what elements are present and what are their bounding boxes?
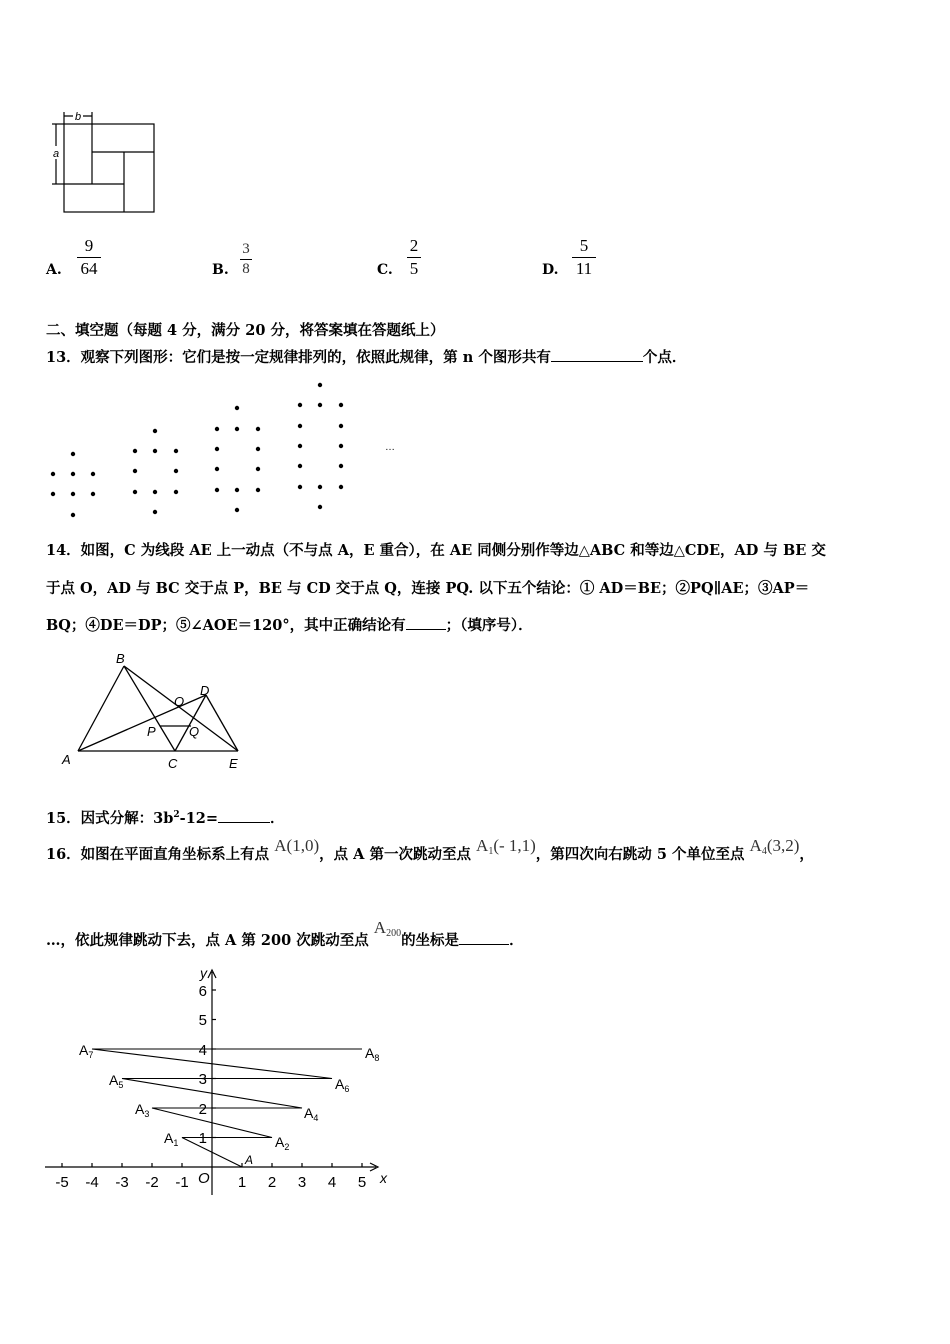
y-axis-label: y (200, 965, 207, 981)
label-B: B (116, 651, 125, 666)
q15-exponent: 2 (173, 810, 180, 821)
point-A5-label: $A_5$ (109, 1072, 124, 1090)
option-c-denominator: 5 (409, 259, 419, 278)
q16-answer-blank[interactable] (459, 944, 509, 945)
q16-text-1: 16．如图在平面直角坐标系上有点 (46, 846, 270, 863)
q13-text: 13．观察下列图形：它们是按一定规律排列的，依照此规律，第 n 个图形共有 (46, 349, 551, 366)
point-A-label: A (245, 1153, 254, 1167)
option-c-numerator: 2 (409, 236, 419, 255)
point-A-coord: A(1,0) (274, 836, 320, 855)
question-15 (46, 807, 285, 828)
point-A2-label: $A_2$ (275, 1134, 290, 1152)
y-tick: 1 (198, 1130, 207, 1147)
x-tick: -3 (115, 1174, 129, 1191)
point-A1-coord: $A_1(-$ 1,1) (476, 836, 536, 857)
option-b-numerator: 3 (242, 241, 250, 257)
x-tick: 3 (297, 1174, 307, 1191)
point-A4-coord: $A_4(3,2)$ (749, 836, 800, 857)
x-tick: 2 (267, 1174, 277, 1191)
point-A8-label: $A_8$ (365, 1045, 380, 1063)
triangle-figure (58, 648, 248, 773)
q13-text-end: 个点． (642, 349, 687, 366)
q16-text-6: 的坐标是 (401, 932, 460, 949)
q16-text-7: ． (509, 932, 524, 949)
point-A4-label: $A_4$ (304, 1105, 319, 1123)
point-A6-label: $A_6$ (335, 1076, 350, 1094)
q15-text-end: ． (270, 810, 285, 827)
rectangle-figure (44, 104, 164, 219)
label-Q: Q (189, 724, 200, 739)
label-E: E (229, 756, 238, 771)
q14-answer-blank[interactable] (406, 629, 446, 630)
point-A3-label: $A_3$ (135, 1101, 150, 1119)
origin-label: O (198, 1170, 210, 1187)
q14-line-2: 于点 O，AD 与 BC 交于点 P，BE 与 CD 交于点 Q，连接 PQ. 以下五个结论：① AD＝BE；②PQ∥AE；③AP＝ (46, 580, 810, 597)
q14-line-3-text: BQ；④DE＝DP；⑤∠AOE＝120°，其中正确结论有 (46, 617, 406, 634)
label-O: O (174, 694, 185, 709)
section-title: 二、填空题（每题 4 分，满分 20 分，将答案填在答题纸上） (46, 322, 445, 339)
q15-text-mid: -12= (179, 810, 219, 827)
q15-text: 15．因式分解：3b (46, 810, 174, 827)
q14-line-1: 14．如图，C 为线段 AE 上一动点（不与点 A，E 重合），在 AE 同侧分别作等边△ABC 和等边△CDE，AD 与 BE 交 (46, 542, 826, 559)
option-d-numerator: 5 (579, 236, 589, 255)
y-tick: 2 (198, 1101, 207, 1118)
dots-ellipsis: … (385, 442, 395, 453)
label-P: P (147, 724, 156, 739)
x-tick: -5 (55, 1174, 69, 1191)
outer-rectangle (64, 124, 154, 212)
q16-text-2: ，点 A 第一次跳动至点 (319, 846, 471, 863)
point-A7-label: $A_7$ (79, 1042, 94, 1060)
y-tick: 3 (198, 1071, 207, 1088)
point-A200: $A_{200}$ (373, 918, 402, 939)
q16-text-3: ，第四次向右跳动 5 个单位至点 (535, 846, 745, 863)
option-d-denominator: 11 (575, 259, 593, 278)
option-a-numerator: 9 (84, 236, 94, 255)
option-a-denominator: 64 (80, 259, 98, 278)
label-A: A (62, 752, 71, 767)
option-b-denominator: 8 (242, 261, 250, 277)
x-tick: 4 (327, 1174, 337, 1191)
q16-line-1 (46, 836, 814, 865)
y-tick: 4 (198, 1042, 207, 1059)
option-a-label: A. (46, 262, 62, 278)
label-a: a (52, 148, 60, 160)
q14-line-3-end: ；（填序号）． (445, 617, 533, 634)
question-13 (46, 346, 686, 367)
x-tick: 1 (237, 1174, 247, 1191)
option-d-fraction (572, 236, 596, 279)
option-d-label: D. (542, 262, 559, 278)
x-tick: -2 (145, 1174, 159, 1191)
x-tick: -4 (85, 1174, 99, 1191)
option-b-fraction (240, 241, 252, 278)
q16-text-5: …，依此规律跳动下去，点 A 第 200 次跳动至点 (46, 932, 369, 949)
q15-answer-blank[interactable] (218, 822, 270, 823)
y-tick: 5 (198, 1012, 207, 1029)
point-A1-label: $A_1$ (164, 1130, 179, 1148)
x-tick: 5 (357, 1174, 367, 1191)
y-tick: 6 (198, 983, 207, 1000)
jump-path (92, 1049, 362, 1167)
label-D: D (200, 683, 210, 698)
option-c-fraction (407, 236, 421, 279)
x-axis-label: x (380, 1170, 387, 1186)
label-C: C (168, 756, 178, 771)
option-b-label: B. (212, 262, 229, 278)
option-a-fraction (77, 236, 101, 279)
label-b: b (74, 111, 82, 123)
q16-text-4: ， (799, 846, 814, 863)
coordinate-graph (40, 962, 400, 1202)
dot-pattern-figure (40, 375, 410, 525)
q13-answer-blank[interactable] (551, 361, 643, 362)
q14-line-3 (46, 614, 533, 635)
x-tick: -1 (175, 1174, 189, 1191)
option-c-label: C. (377, 262, 393, 278)
q16-line-2 (46, 918, 524, 951)
